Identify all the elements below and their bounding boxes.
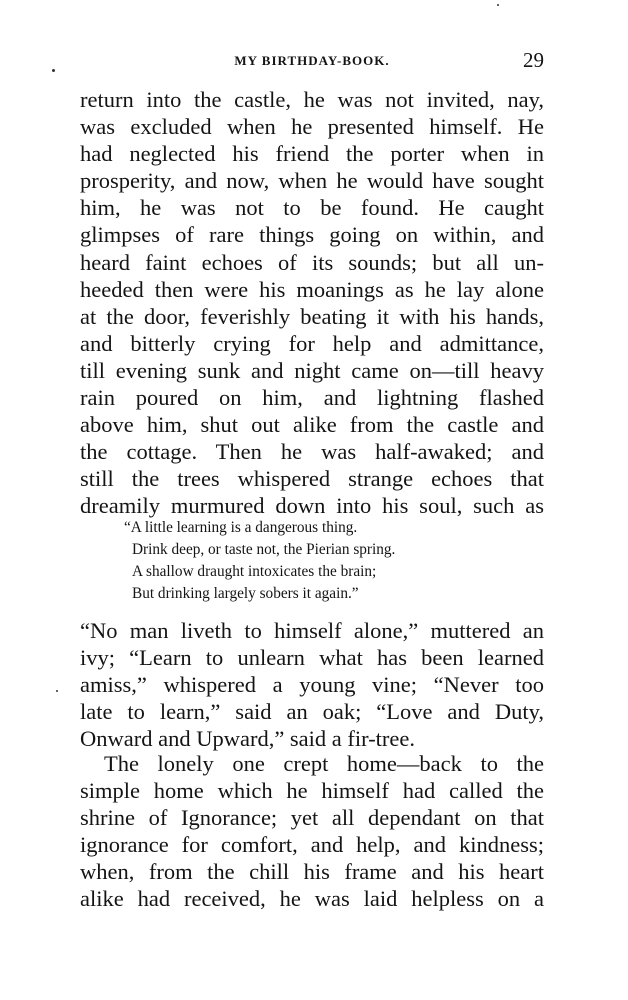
text-line: heeded then were his moanings as he lay alone xyxy=(80,276,544,302)
verse-line: Drink deep, or taste not, the Pierian spring. xyxy=(132,541,396,558)
text-line: dreamily murmured down into his soul, such as xyxy=(80,493,544,519)
text-line: glimpses of rare things going on within, and xyxy=(80,222,544,248)
text-line: him, he was not to be found. He caught xyxy=(80,195,544,221)
text-line: till evening sunk and night came on—till heavy xyxy=(80,357,544,383)
paragraph-3 xyxy=(80,750,544,913)
verse-quotation xyxy=(124,517,492,605)
text-line: prosperity, and now, when he would have sought xyxy=(80,168,544,194)
text-line: heard faint echoes of its sounds; but all un- xyxy=(80,249,544,275)
text-line: and bitterly crying for help and admittance, xyxy=(80,330,544,356)
text-line: was excluded when he presented himself. He xyxy=(80,114,544,140)
text-line: Onward and Upward,” said a fir-tree. xyxy=(80,726,416,752)
text-line: when, from the chill his frame and his heart xyxy=(80,859,544,885)
text-line: shrine of Ignorance; yet all dependant on that xyxy=(80,805,544,831)
text-line: rain poured on him, and lightning flashed xyxy=(80,385,544,411)
text-line: simple home which he himself had called the xyxy=(80,778,544,804)
text-line: at the door, feverishly beating it with his hands, xyxy=(80,303,544,329)
running-head xyxy=(80,48,544,74)
text-line: late to learn,” said an oak; “Love and Duty, xyxy=(80,699,544,725)
print-speck xyxy=(497,4,499,6)
paragraph-2 xyxy=(80,617,544,752)
text-line: still the trees whispered strange echoes that xyxy=(80,466,544,492)
text-line: the cottage. Then he was half-awaked; and xyxy=(80,439,544,465)
running-title: MY BIRTHDAY-BOOK. xyxy=(234,53,390,68)
verse-line: A shallow draught intoxicates the brain; xyxy=(132,563,377,580)
text-line: The lonely one crept home—back to the xyxy=(104,751,544,776)
text-line: ignorance for comfort, and help, and kindness; xyxy=(80,832,544,858)
print-speck xyxy=(56,690,58,692)
text-line: amiss,” whispered a young vine; “Never too xyxy=(80,672,544,698)
text-line: “No man liveth to himself alone,” muttered an xyxy=(80,618,544,643)
text-line: alike had received, he was laid helpless on a xyxy=(80,886,544,912)
text-line: above him, shut out alike from the castle and xyxy=(80,412,544,438)
page-number: 29 xyxy=(523,48,544,72)
verse-line: But drinking largely sobers it again.” xyxy=(132,585,359,602)
print-speck xyxy=(52,69,55,72)
text-line: return into the castle, he was not invited, nay, xyxy=(80,87,544,112)
text-line: had neglected his friend the porter when in xyxy=(80,141,544,167)
text-line: ivy; “Learn to unlearn what has been learned xyxy=(80,645,544,671)
paragraph-1 xyxy=(80,86,544,520)
verse-line: “A little learning is a dangerous thing. xyxy=(124,519,358,536)
